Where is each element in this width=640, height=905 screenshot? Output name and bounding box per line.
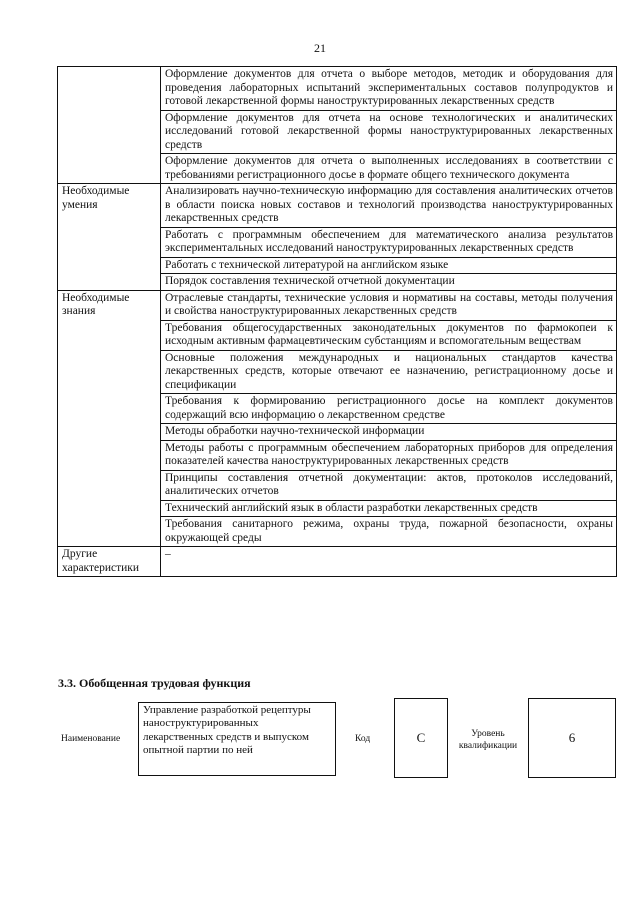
table-cell: Методы обработки научно-технической информации: [161, 424, 617, 441]
code-label: Код: [355, 734, 371, 744]
table-cell: Требования санитарного режима, охраны труда, пожарной безопасности, охраны окружающей среды: [161, 517, 617, 547]
table-cell: Методы работы с программным обеспечением лабораторных приборов для определения показателей качества наноструктурированных лекарственных средств: [161, 440, 617, 470]
table-cell: Работать с технической литературой на английском языке: [161, 257, 617, 274]
competency-table: [57, 66, 617, 577]
name-label: Наименование: [61, 734, 121, 744]
table-cell: Порядок составления технической отчетной документации: [161, 274, 617, 291]
table-row: [58, 290, 617, 320]
code-value-box: C: [394, 698, 448, 778]
table-cell: Оформление документов для отчета о выполненных исследованиях в соответствии с требованиями регистрационного досье в формате общего технического документа: [161, 154, 617, 184]
table-cell: Оформление документов для отчета на основе технологических и аналитических исследований готовой лекарственной формы наноструктурированных лекарственных средств: [161, 110, 617, 154]
table-cell: Основные положения международных и национальных стандартов качества лекарственных средств, которые отвечают ее назначению, регистрационному досье и спецификации: [161, 350, 617, 394]
table-cell: Оформление документов для отчета о выборе методов, методик и оборудования для проведения лабораторных испытаний экспериментальных составов полупродуктов и готовой лекарственной формы наноструктурированных лекарственных средств: [161, 67, 617, 111]
row-label: [58, 67, 161, 184]
table-cell: Требования общегосударственных законодательных документов по фармокопеи к исходным активным фармацевтическим субстанциям и вспомогательным веществам: [161, 320, 617, 350]
row-label-skills: Необходимые умения: [58, 184, 161, 291]
table-cell: Технический английский язык в области разработки лекарственных средств: [161, 500, 617, 517]
table-cell: Отраслевые стандарты, технические условия и нормативы на составы, методы получения и свойства наноструктурированных лекарственных средств: [161, 290, 617, 320]
table-cell: Требования к формированию регистрационного досье на комплект документов содержащий всю информацию о лекарственном средстве: [161, 394, 617, 424]
table-row: [58, 547, 617, 577]
name-value-box: Управление разработкой рецептуры наноструктурированных лекарственных средств и выпуском опытной партии по ней: [138, 702, 336, 776]
table-cell: Принципы составления отчетной документации: актов, протоколов исследований, аналитических отчетов: [161, 470, 617, 500]
table-cell: Работать с программным обеспечением для математического анализа результатов экспериментальных исследований наноструктурированных лекарственных средств: [161, 227, 617, 257]
section-heading: 3.3. Обобщенная трудовая функция: [58, 676, 251, 690]
row-label-knowledge: Необходимые знания: [58, 290, 161, 547]
level-label: Уровень квалификации: [458, 729, 518, 751]
level-value-box: 6: [528, 698, 616, 778]
page-number: 21: [314, 41, 326, 55]
table-row: [58, 67, 617, 111]
table-row: [58, 184, 617, 228]
row-label-other: Другие характеристики: [58, 547, 161, 577]
table-cell: Анализировать научно-техническую информацию для составления аналитических отчетов в области поиска новых составов и технологий производства наноструктурированных лекарственных средств: [161, 184, 617, 228]
table-cell: –: [161, 547, 617, 577]
